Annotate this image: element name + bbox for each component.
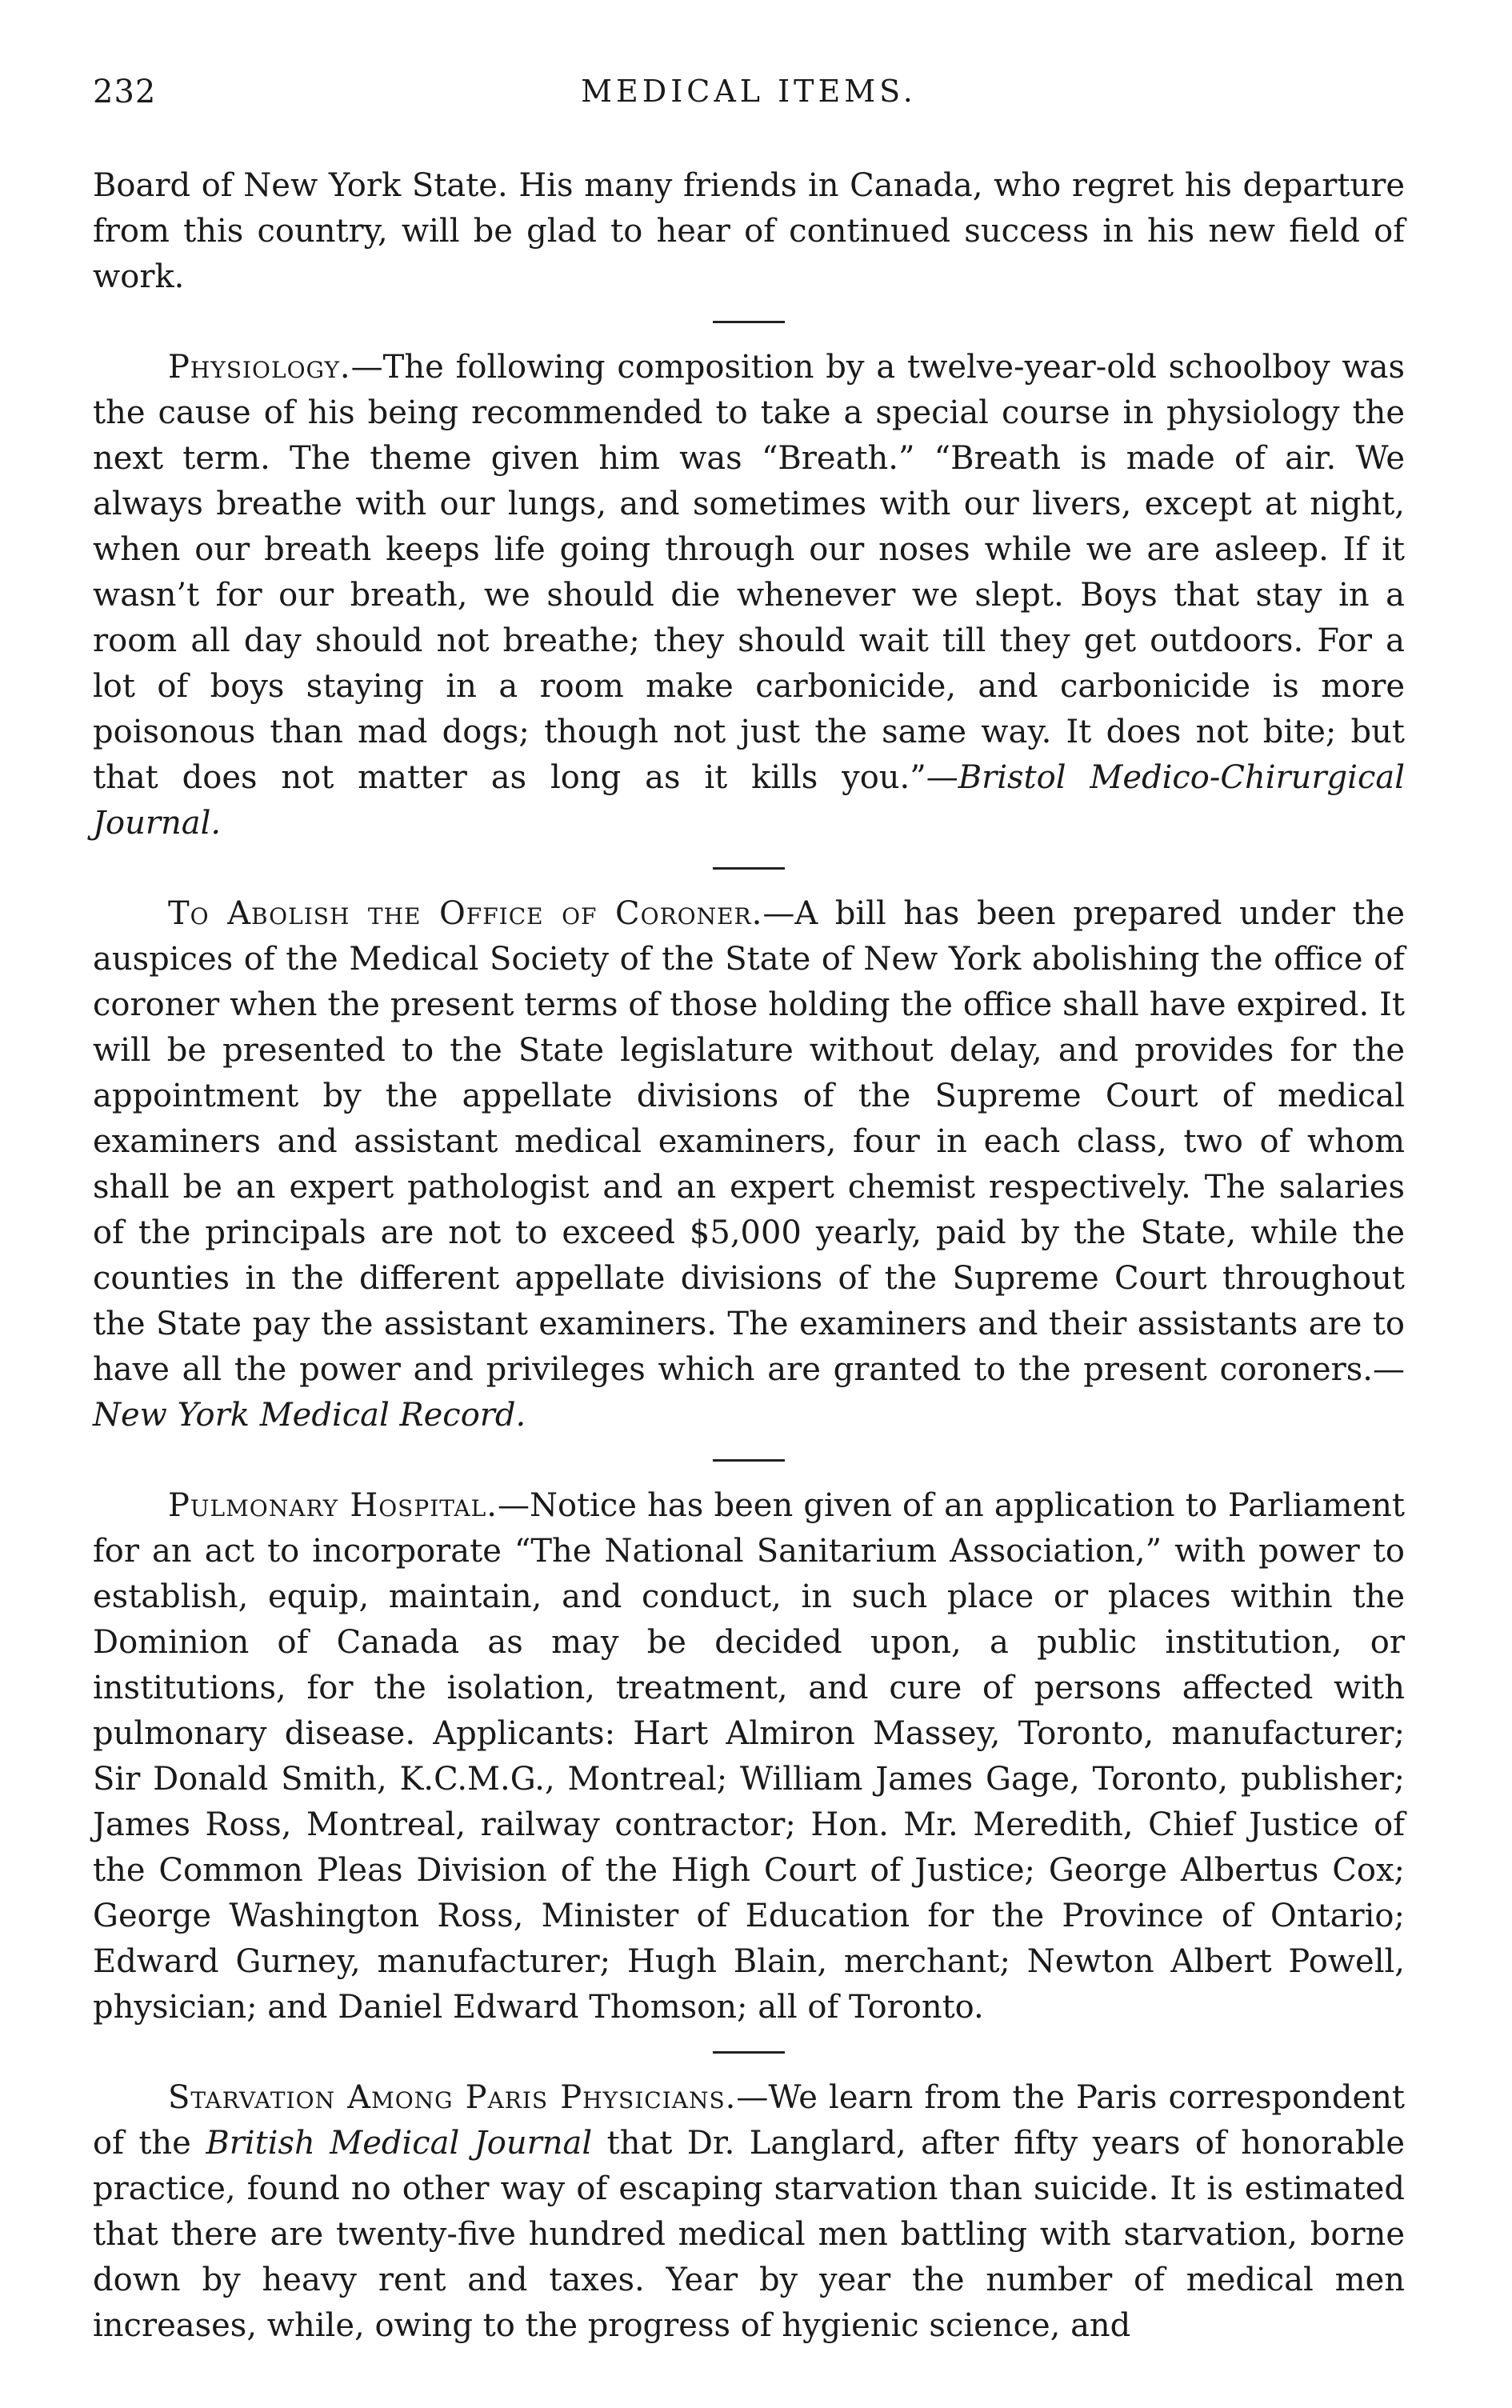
paragraph-coroner xyxy=(93,891,1405,1438)
section-divider xyxy=(713,867,785,870)
paragraph-source: New York Medical Record. xyxy=(93,1397,526,1434)
paragraph-heading: Physiology. xyxy=(168,349,351,386)
paragraph-source: Bristol Medico-Chirurgical Journal. xyxy=(93,759,1405,842)
page-number: 232 xyxy=(93,74,157,110)
page-header xyxy=(93,74,1405,118)
paragraph-heading: Pulmonary Hospital. xyxy=(168,1487,498,1524)
paragraph-text: that Dr. Langlard, after fifty years of honorable practice, found no other way of escaping starvation than suicide. It is estimated that there are twenty-five hundred medical men battling with starvation, borne down by heavy rent and taxes. Year by year the number of medical men increases, while, owing to the progress of hygienic science, and xyxy=(93,2125,1406,2344)
paragraph-text: Board of New York State. His many friends in Canada, who regret his departure from this country, will be glad to hear of continued success in his new field of work. xyxy=(93,167,1405,295)
section-divider xyxy=(713,321,785,323)
paragraph-starvation xyxy=(93,2075,1405,2349)
paragraph-text: —A bill has been prepared under the auspices of the Medical Society of the State of New York abolishing the office of coroner when the present terms of those holding the office shall have expired. It will be presented to the State legislature without delay, and provides for the appointment by the appellate divisions of the Supreme Court of medical examiners and assistant medical examiners, four in each class, two of whom shall be an expert pathologist and an expert chemist respectively. The salaries of the principals are not to exceed $5,000 yearly, paid by the State, while the counties in the different appellate divisions of the Supreme Court throughout the State pay the assistant examiners. The examiners and their assistants are to have all the power and privileges which are granted to the present coroners.— xyxy=(93,895,1405,1388)
paragraph-continuation xyxy=(93,163,1405,300)
paragraph-text: —We learn from the Paris correspondent of the xyxy=(93,2079,1405,2162)
section-divider xyxy=(713,2051,785,2054)
paragraph-pulmonary-hospital xyxy=(93,1483,1405,2030)
body-text xyxy=(93,163,1405,2349)
running-title: MEDICAL ITEMS. xyxy=(581,74,917,109)
journal-title: British Medical Journal xyxy=(206,2125,593,2162)
paragraph-physiology xyxy=(93,345,1405,846)
paragraph-text: —Notice has been given of an application to Parliament for an act to incorporate “The National Sanitarium Association,” with power to establish, equip, maintain, and conduct, in such place or places within the Dominion of Canada as may be decided upon, a public institution, or institutions, for the isolation, treatment, and cure of persons affected with pulmonary disease. Applicants: Hart Almiron Massey, Toronto, manufacturer; Sir Donald Smith, K.C.M.G., Montreal; William James Gage, Toronto, publisher; James Ross, Montreal, railway contractor; Hon. Mr. Meredith, Chief Justice of the Common Pleas Division of the High Court of Justice; George Albertus Cox; George Washington Ross, Minister of Education for the Province of Ontario; Edward Gurney, manufacturer; Hugh Blain, merchant; Newton Albert Powell, physician; and Daniel Edward Thomson; all of Toronto. xyxy=(93,1487,1406,2026)
paragraph-heading: To Abolish the Office of Coroner. xyxy=(168,895,763,932)
paragraph-heading: Starvation Among Paris Physicians. xyxy=(168,2079,737,2116)
paragraph-text: —The following composition by a twelve-year-old schoolboy was the cause of his being recommended to take a special course in physiology the next term. The theme given him was “Breath.” “Breath is made of air. We always breathe with our lungs, and sometimes with our livers, except at night, when our breath keeps life going through our noses while we are asleep. If it wasn’t for our breath, we should die whenever we slept. Boys that stay in a room all day should not breathe; they should wait till they get outdoors. For a lot of boys staying in a room make carbonicide, and carbonicide is more poisonous than mad dogs; though not just the same way. It does not bite; but that does not matter as long as it kills you.”— xyxy=(93,349,1405,796)
section-divider xyxy=(713,1459,785,1462)
